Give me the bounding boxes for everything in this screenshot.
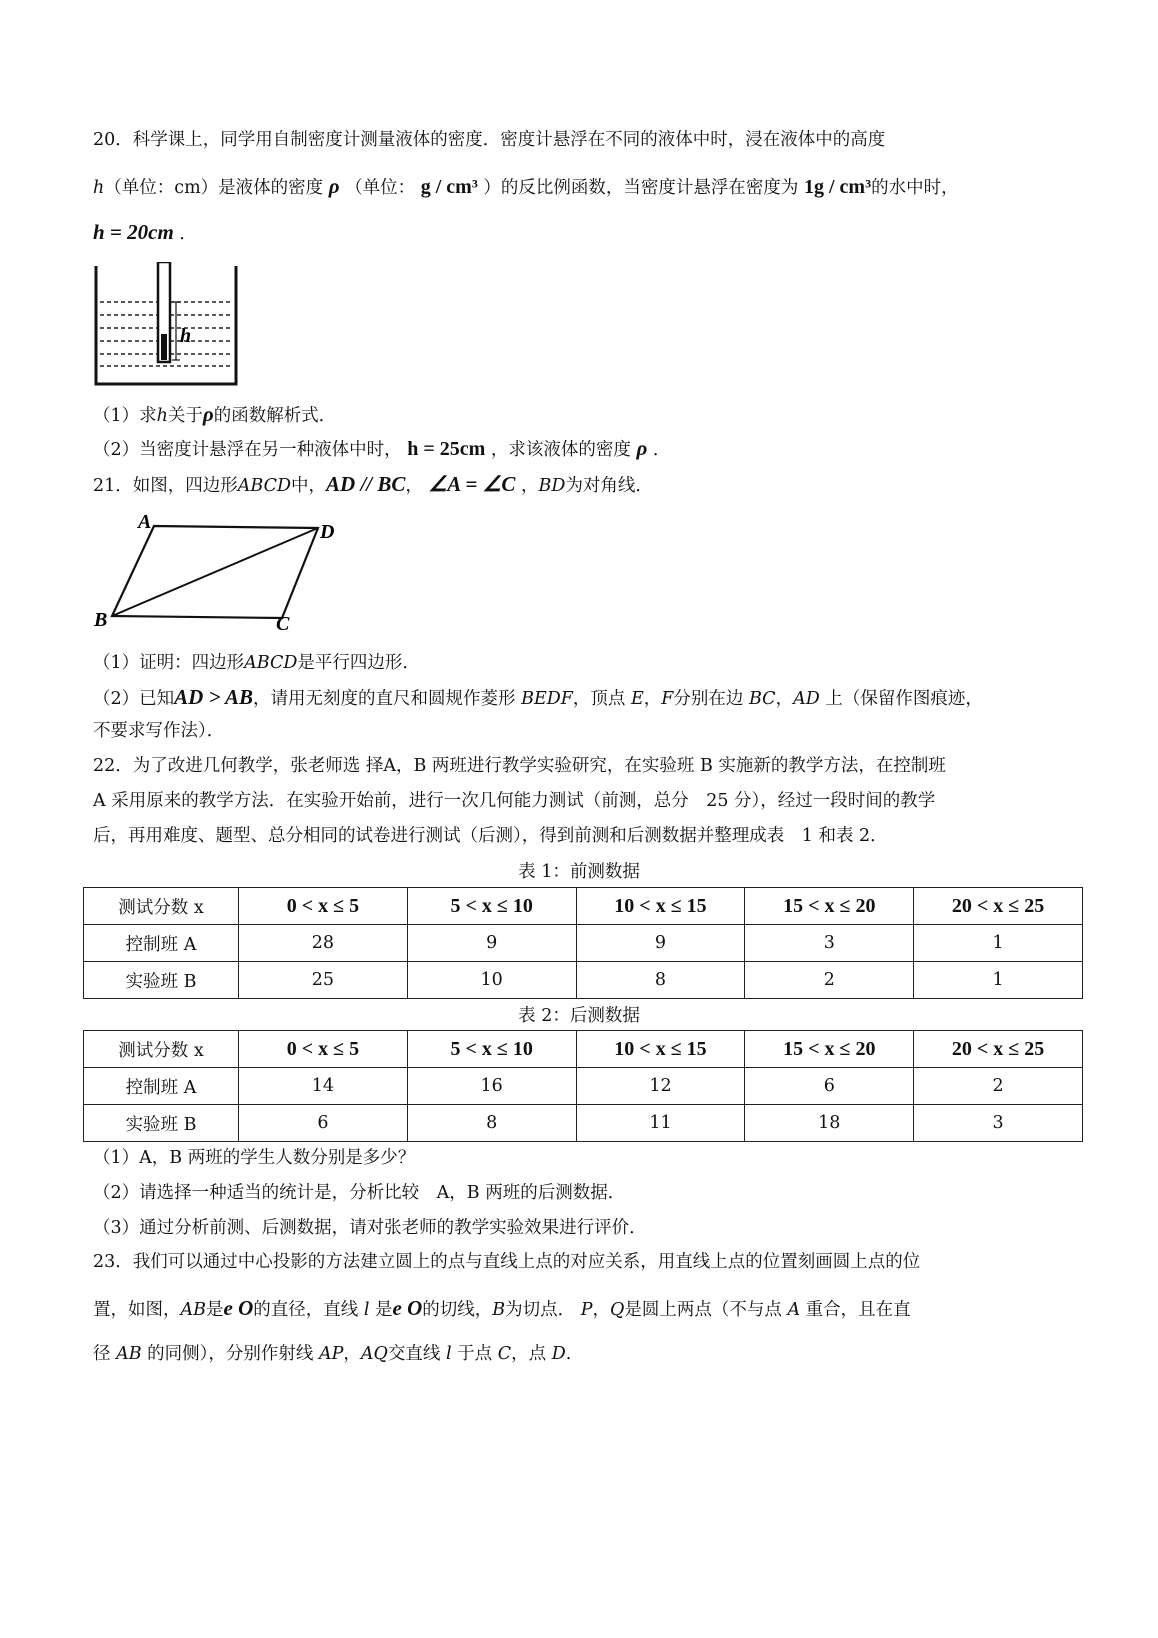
header-cell: 20 < x ≤ 25 — [914, 888, 1083, 925]
q21-part-2: （2）已知AD > AB，请用无刻度的直尺和圆规作菱形 BEDF，顶点 E，F分别在边 BC，AD 上（保留作图痕迹， — [93, 685, 983, 709]
table-row — [84, 925, 1083, 962]
header-cell: 15 < x ≤ 20 — [745, 1031, 914, 1068]
header-cell: 测试分数 x — [84, 1031, 239, 1068]
table-cell: 11 — [576, 1105, 745, 1142]
table-cell: 控制班 A — [84, 925, 239, 962]
unit-density: g / cm³ — [420, 176, 478, 198]
table-cell: 控制班 A — [84, 1068, 239, 1105]
header-cell: 20 < x ≤ 25 — [914, 1031, 1083, 1068]
table-cell: 9 — [576, 925, 745, 962]
figure-label-h: h — [180, 325, 192, 347]
table-cell: 2 — [914, 1068, 1083, 1105]
header-cell: 0 < x ≤ 5 — [239, 1031, 408, 1068]
header-cell: 5 < x ≤ 10 — [407, 1031, 576, 1068]
q22-line-3: 后，再用难度、题型、总分相同的试卷进行测试（后测），得到前测和后测数据并整理成表 1 和表 2． — [93, 826, 888, 846]
table-cell: 3 — [914, 1105, 1083, 1142]
vertex-c: C — [276, 613, 290, 634]
table-cell: 8 — [576, 962, 745, 999]
var-h: h — [93, 178, 105, 198]
q22-line-2: A 采用原来的教学方法．在实验开始前，进行一次几何能力测试（前测，总分 25 分），经过一段时间的教学 — [93, 791, 936, 811]
table-cell: 3 — [745, 925, 914, 962]
q23-line-2: 置，如图，AB是e O的直径，直线 l 是e O的切线，B为切点． P，Q是圆上两点（不与点 A 重合，且在直 — [93, 1296, 911, 1320]
q22-part-2: （2）请选择一种适当的统计是，分析比较 A，B 两班的后测数据． — [93, 1183, 626, 1203]
table-row — [84, 1105, 1083, 1142]
table-cell: 2 — [745, 962, 914, 999]
table-cell: 12 — [576, 1068, 745, 1105]
header-cell: 10 < x ≤ 15 — [576, 1031, 745, 1068]
table-cell: 8 — [407, 1105, 576, 1142]
q21-line-1: 21．如图，四边形ABCD中，AD // BC， ∠A = ∠C ，BD为对角线． — [93, 472, 653, 496]
header-cell: 10 < x ≤ 15 — [576, 888, 745, 925]
table-cell: 18 — [745, 1105, 914, 1142]
header-cell: 0 < x ≤ 5 — [239, 888, 408, 925]
table-cell: 6 — [239, 1105, 408, 1142]
table-cell: 实验班 B — [84, 1105, 239, 1142]
var-rho: ρ — [328, 174, 340, 198]
table-cell: 1 — [914, 962, 1083, 999]
q21-part-1: （1）证明：四边形ABCD是平行四边形． — [93, 653, 420, 673]
parallelogram-figure — [90, 508, 350, 634]
q23-line-1: 23．我们可以通过中心投影的方法建立圆上的点与直线上点的对应关系，用直线上点的位置刻画圆上点的位 — [93, 1252, 921, 1272]
q22-part-3: （3）通过分析前测、后测数据，请对张老师的教学实验效果进行评价． — [93, 1218, 647, 1238]
vertex-d: D — [320, 521, 335, 543]
table-cell: 10 — [407, 962, 576, 999]
header-cell: 15 < x ≤ 20 — [745, 888, 914, 925]
header-cell: 5 < x ≤ 10 — [407, 888, 576, 925]
densimeter-figure — [92, 262, 242, 390]
table2-posttest — [83, 1030, 1083, 1142]
q21-part-2-cont: 不要求写作法）． — [93, 721, 225, 741]
table-cell: 6 — [745, 1068, 914, 1105]
q22-part-1: （1）A，B 两班的学生人数分别是多少？ — [93, 1148, 416, 1168]
table-cell: 实验班 B — [84, 962, 239, 999]
table-cell: 1 — [914, 925, 1083, 962]
densimeter-weight — [161, 334, 167, 360]
vertex-a: A — [138, 511, 152, 533]
vertex-b: B — [94, 609, 108, 631]
table-cell: 28 — [239, 925, 408, 962]
q20-part-2: （2）当密度计悬浮在另一种液体中时， h = 25cm ，求该液体的密度 ρ ． — [93, 436, 671, 460]
q20-line-1: 20．科学课上，同学用自制密度计测量液体的密度．密度计悬浮在不同的液体中时，浸在液体中的高度 — [93, 130, 886, 150]
table-row — [84, 1068, 1083, 1105]
header-cell: 测试分数 x — [84, 888, 239, 925]
table1-pretest — [83, 887, 1083, 999]
q20-line-2: h（单位：cm）是液体的密度 ρ （单位： g / cm³ ）的反比例函数，当密度计悬浮在密度为 1g / cm³的水中时， — [93, 174, 959, 198]
table1-caption: 表 1：前测数据 — [518, 862, 640, 882]
q22-line-1: 22．为了改进几何教学，张老师选 择A，B 两班进行教学实验研究，在实验班 B 实施新的教学方法，在控制班 — [93, 756, 946, 776]
table2-caption: 表 2：后测数据 — [518, 1006, 640, 1026]
table-cell: 16 — [407, 1068, 576, 1105]
table-cell: 9 — [407, 925, 576, 962]
table-header-row — [84, 888, 1083, 925]
math-h-20: h = 20cm — [93, 220, 174, 244]
q20-part-1: （1）求h关于ρ的函数解析式． — [93, 402, 337, 426]
q20-line-3: h = 20cm ． — [93, 220, 197, 244]
table-row — [84, 962, 1083, 999]
table-cell: 25 — [239, 962, 408, 999]
table-cell: 14 — [239, 1068, 408, 1105]
q23-line-3: 径 AB 的同侧），分别作射线 AP，AQ交直线 l 于点 C，点 D. — [93, 1344, 572, 1364]
table-header-row — [84, 1031, 1083, 1068]
